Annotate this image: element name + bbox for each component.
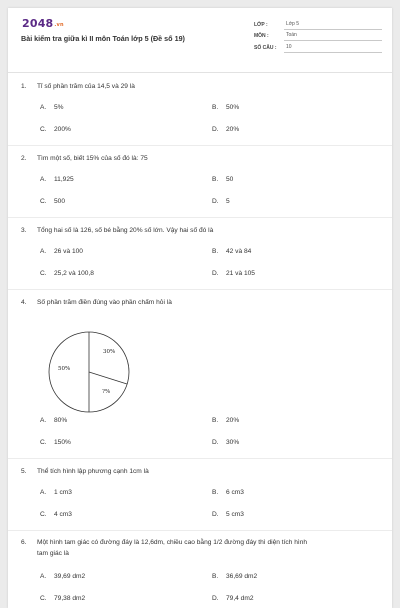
- question-3-text: 3. Tổng hai số là 126, số bé bằng 20% số lớn. Vậy hai số đó là: [21, 227, 214, 234]
- question-4-option-c[interactable]: C. 150%: [40, 439, 71, 446]
- question-1-option-b[interactable]: B. 50%: [212, 104, 240, 111]
- question-6-text-continued: tam giác là: [37, 550, 69, 557]
- question-6-option-a[interactable]: A. 39,69 dm2: [40, 573, 86, 580]
- pie-label-30: 30%: [103, 349, 116, 355]
- question-6-option-c[interactable]: C. 79,38 dm2: [40, 595, 86, 602]
- question-2-option-d[interactable]: D. 5: [212, 198, 230, 205]
- site-logo[interactable]: [22, 17, 64, 30]
- question-5-text: 5. Thể tích hình lập phương cạnh 1cm là: [21, 468, 149, 475]
- worksheet-header: [8, 8, 392, 72]
- question-6-option-b[interactable]: B. 36,69 dm2: [212, 573, 258, 580]
- pie-diagram: [48, 331, 130, 413]
- worksheet: [8, 8, 392, 608]
- question-5-option-d[interactable]: D. 5 cm3: [212, 511, 244, 518]
- question-5-option-c[interactable]: C. 4 cm3: [40, 511, 72, 518]
- question-separator: [8, 458, 392, 459]
- meta-count-label: SỐ CÂU :: [254, 44, 277, 51]
- question-1-option-c[interactable]: C. 200%: [40, 126, 71, 133]
- question-6-option-d[interactable]: D. 79,4 dm2: [212, 595, 254, 602]
- page-title: Bài kiểm tra giữa kì II môn Toán lớp 5 (Đề số 19): [21, 34, 185, 43]
- question-3-option-c[interactable]: C. 25,2 và 100,8: [40, 270, 94, 277]
- question-separator: [8, 145, 392, 146]
- question-4-text: 4. Số phần trăm điền đúng vào phần chấm hỏi là: [21, 299, 172, 306]
- question-1-text: 1. Tỉ số phần trăm của 14,5 và 29 là: [21, 83, 135, 90]
- meta-count-row: [254, 41, 382, 53]
- meta-class-label: LỚP :: [254, 21, 268, 28]
- meta-class-row: [254, 18, 382, 30]
- question-4-option-b[interactable]: B. 20%: [212, 417, 240, 424]
- question-separator: [8, 289, 392, 290]
- question-separator: [8, 217, 392, 218]
- question-2-option-a[interactable]: A. 11,925: [40, 176, 74, 183]
- logo-tld: .vn: [54, 22, 64, 28]
- question-4-option-a[interactable]: A. 80%: [40, 417, 68, 424]
- question-5-option-a[interactable]: A. 1 cm3: [40, 489, 72, 496]
- question-1-option-d[interactable]: D. 20%: [212, 126, 240, 133]
- question-4-option-d[interactable]: D. 30%: [212, 439, 240, 446]
- question-6-text: 6. Một hình tam giác có đường đáy là 12,6dm, chiều cao bằng 1/2 đường đáy thì diện tích hình: [21, 539, 308, 546]
- question-1-option-a[interactable]: A. 5%: [40, 104, 64, 111]
- header-divider: [8, 72, 392, 73]
- question-3-option-a[interactable]: A. 26 và 100: [40, 248, 83, 255]
- pie-label-unknown: ?%: [102, 389, 111, 395]
- question-2-option-b[interactable]: B. 50: [212, 176, 234, 183]
- question-2-option-c[interactable]: C. 500: [40, 198, 66, 205]
- worksheet-meta: [254, 18, 382, 53]
- meta-class-value: Lớp 5: [284, 21, 382, 30]
- question-5-option-b[interactable]: B. 6 cm3: [212, 489, 244, 496]
- question-3-option-d[interactable]: D. 21 và 105: [212, 270, 255, 277]
- meta-subject-value: Toán: [284, 32, 382, 41]
- question-3-option-b[interactable]: B. 42 và 84: [212, 248, 252, 255]
- meta-count-value: 10: [284, 44, 382, 53]
- logo-text: 2048: [22, 17, 54, 30]
- meta-subject-label: MÔN :: [254, 33, 269, 39]
- meta-subject-row: [254, 30, 382, 42]
- question-2-text: 2. Tìm một số, biết 15% của số đó là: 75: [21, 155, 148, 162]
- pie-label-50: 50%: [58, 366, 71, 372]
- question-separator: [8, 530, 392, 531]
